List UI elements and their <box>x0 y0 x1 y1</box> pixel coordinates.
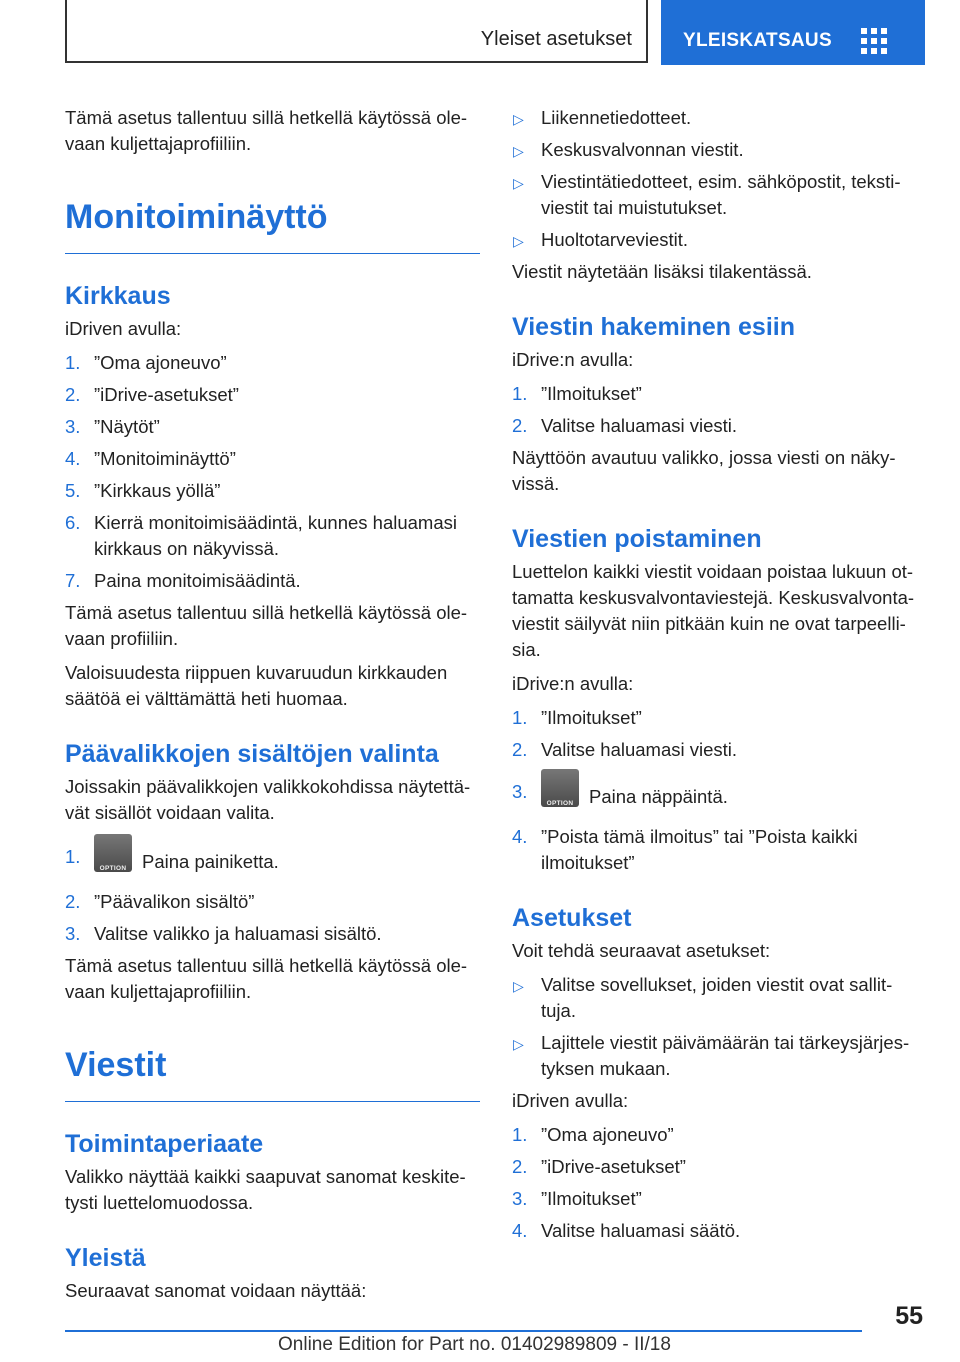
kirkkaus-note-1: Tämä asetus tallentuu sillä hetkellä käytössä ole-vaan profiiliin. <box>65 602 468 649</box>
page-number: 55 <box>895 1302 923 1330</box>
list-item: 3. ”Ilmoitukset” <box>512 1188 642 1209</box>
list-item: ▷ Valitse sovellukset, joiden viestit ovat sallit-tuja. <box>513 974 893 1021</box>
list-item: 3. ”Näytöt” <box>65 416 160 437</box>
footer-divider <box>65 1330 862 1332</box>
list-item: 4. Valitse haluamasi säätö. <box>512 1220 741 1241</box>
chapter-tab[interactable] <box>661 0 925 65</box>
list-item: 4. ”Poista tämä ilmoitus” tai ”Poista kaikki ilmoitukset” <box>512 826 858 873</box>
kirkkaus-note-2: Valoisuudesta riippuen kuvaruudun kirkkauden säätöä ei välttämättä heti huomaa. <box>65 662 448 709</box>
heading-paavalikko: Päävalikkojen sisältöjen valinta <box>65 740 439 768</box>
list-item: 1. OPTION Paina painiketta. <box>65 834 480 883</box>
list-item: 6. Kierrä monitoimisäädintä, kunnes haluamasi kirkkaus on näkyvissä. <box>65 512 457 559</box>
list-item: 1. ”Ilmoitukset” <box>512 383 642 404</box>
list-item: 2. ”iDrive-asetukset” <box>512 1156 686 1177</box>
heading-toimintaperiaate: Toimintaperiaate <box>65 1130 264 1158</box>
asetukset-bullets <box>512 972 927 1082</box>
section-tab <box>65 0 648 63</box>
kirkkaus-intro: iDriven avulla: <box>65 318 182 339</box>
toiminta-text: Valikko näyttää kaikki saapuvat sanomat keskite-tysti luettelomuodossa. <box>65 1166 466 1213</box>
yleista-text: Seuraavat sanomat voidaan näyttää: <box>65 1280 367 1301</box>
list-item: 3. OPTION Paina näppäintä. <box>512 769 927 818</box>
heading-hakeminen: Viestin hakeminen esiin <box>512 313 795 341</box>
heading-monitoiminaytto: Monitoiminäyttö <box>65 195 480 254</box>
heading-yleista: Yleistä <box>65 1244 146 1272</box>
heading-asetukset: Asetukset <box>512 904 632 932</box>
asetukset-text: Voit tehdä seuraavat asetukset: <box>512 940 771 961</box>
heading-kirkkaus: Kirkkaus <box>65 282 171 310</box>
hakeminen-intro: iDrive:n avulla: <box>512 349 634 370</box>
list-item: ▷ Lajittele viestit päivämäärän tai tärkeysjärjes-tyksen mukaan. <box>513 1032 910 1079</box>
poistaminen-text: Luettelon kaikki viestit voidaan poistaa lukuun ot-tamatta keskusvalvontaviestejä. Keskusvalvonta-viestit säilyvät niin pitkään kuin ne ovat tarpeelli-sia. <box>512 561 915 660</box>
footer-text: Online Edition for Part no. 01402989809 - II/18 <box>278 1334 671 1355</box>
paavalikko-steps <box>65 834 480 947</box>
list-item: 3. Valitse valikko ja haluamasi sisältö. <box>65 923 382 944</box>
option-button-icon: OPTION <box>541 769 579 807</box>
list-item: 5. ”Kirkkaus yöllä” <box>65 480 221 501</box>
message-type-list <box>512 105 927 253</box>
asetukset-intro: iDriven avulla: <box>512 1090 629 1111</box>
list-item: ▷ Huoltotarveviestit. <box>513 229 689 250</box>
poistaminen-intro: iDrive:n avulla: <box>512 673 634 694</box>
list-item: 7. Paina monitoimisäädintä. <box>65 570 301 591</box>
list-item: 1. ”Oma ajoneuvo” <box>65 352 227 373</box>
kirkkaus-steps <box>65 350 480 594</box>
list-item: 4. ”Monitoiminäyttö” <box>65 448 236 469</box>
right-column <box>512 105 927 1250</box>
list-item: 2. ”iDrive-asetukset” <box>65 384 239 405</box>
list-item: ▷ Viestintätiedotteet, esim. sähköpostit, teksti-viestit tai muistutukset. <box>513 171 901 218</box>
intro-text: Tämä asetus tallentuu sillä hetkellä käytössä ole-vaan kuljettajaprofiiliin. <box>65 107 468 154</box>
heading-viestit: Viestit <box>65 1043 480 1102</box>
list-item: ▷ Keskusvalvonnan viestit. <box>513 139 744 160</box>
left-column <box>65 105 480 1312</box>
chapter-title: YLEISKATSAUS <box>683 30 832 51</box>
heading-poistaminen: Viestien poistaminen <box>512 525 762 553</box>
list-item: 2. Valitse haluamasi viesti. <box>512 739 738 760</box>
paavalikko-intro: Joissakin päävalikkojen valikkokohdissa näytettä-vät sisällöt voidaan valita. <box>65 776 471 823</box>
hakeminen-note: Näyttöön avautuu valikko, jossa viesti on näky-vissä. <box>512 447 896 494</box>
paavalikko-note: Tämä asetus tallentuu sillä hetkellä käytössä ole-vaan kuljettajaprofiiliin. <box>65 955 468 1002</box>
section-title: Yleiset asetukset <box>480 28 632 50</box>
list-item: 1. ”Oma ajoneuvo” <box>512 1124 674 1145</box>
list-item: 2. Valitse haluamasi viesti. <box>512 415 738 436</box>
grid-icon <box>861 28 887 52</box>
list-item: 1. ”Ilmoitukset” <box>512 707 642 728</box>
hakeminen-steps <box>512 381 927 439</box>
poistaminen-steps <box>512 705 927 876</box>
list-item: 2. ”Päävalikon sisältö” <box>65 891 255 912</box>
status-field-text: Viestit näytetään lisäksi tilakentässä. <box>512 261 812 282</box>
option-button-icon: OPTION <box>94 834 132 872</box>
page-header <box>65 0 925 65</box>
list-item: ▷ Liikennetiedotteet. <box>513 107 692 128</box>
asetukset-steps <box>512 1122 927 1244</box>
